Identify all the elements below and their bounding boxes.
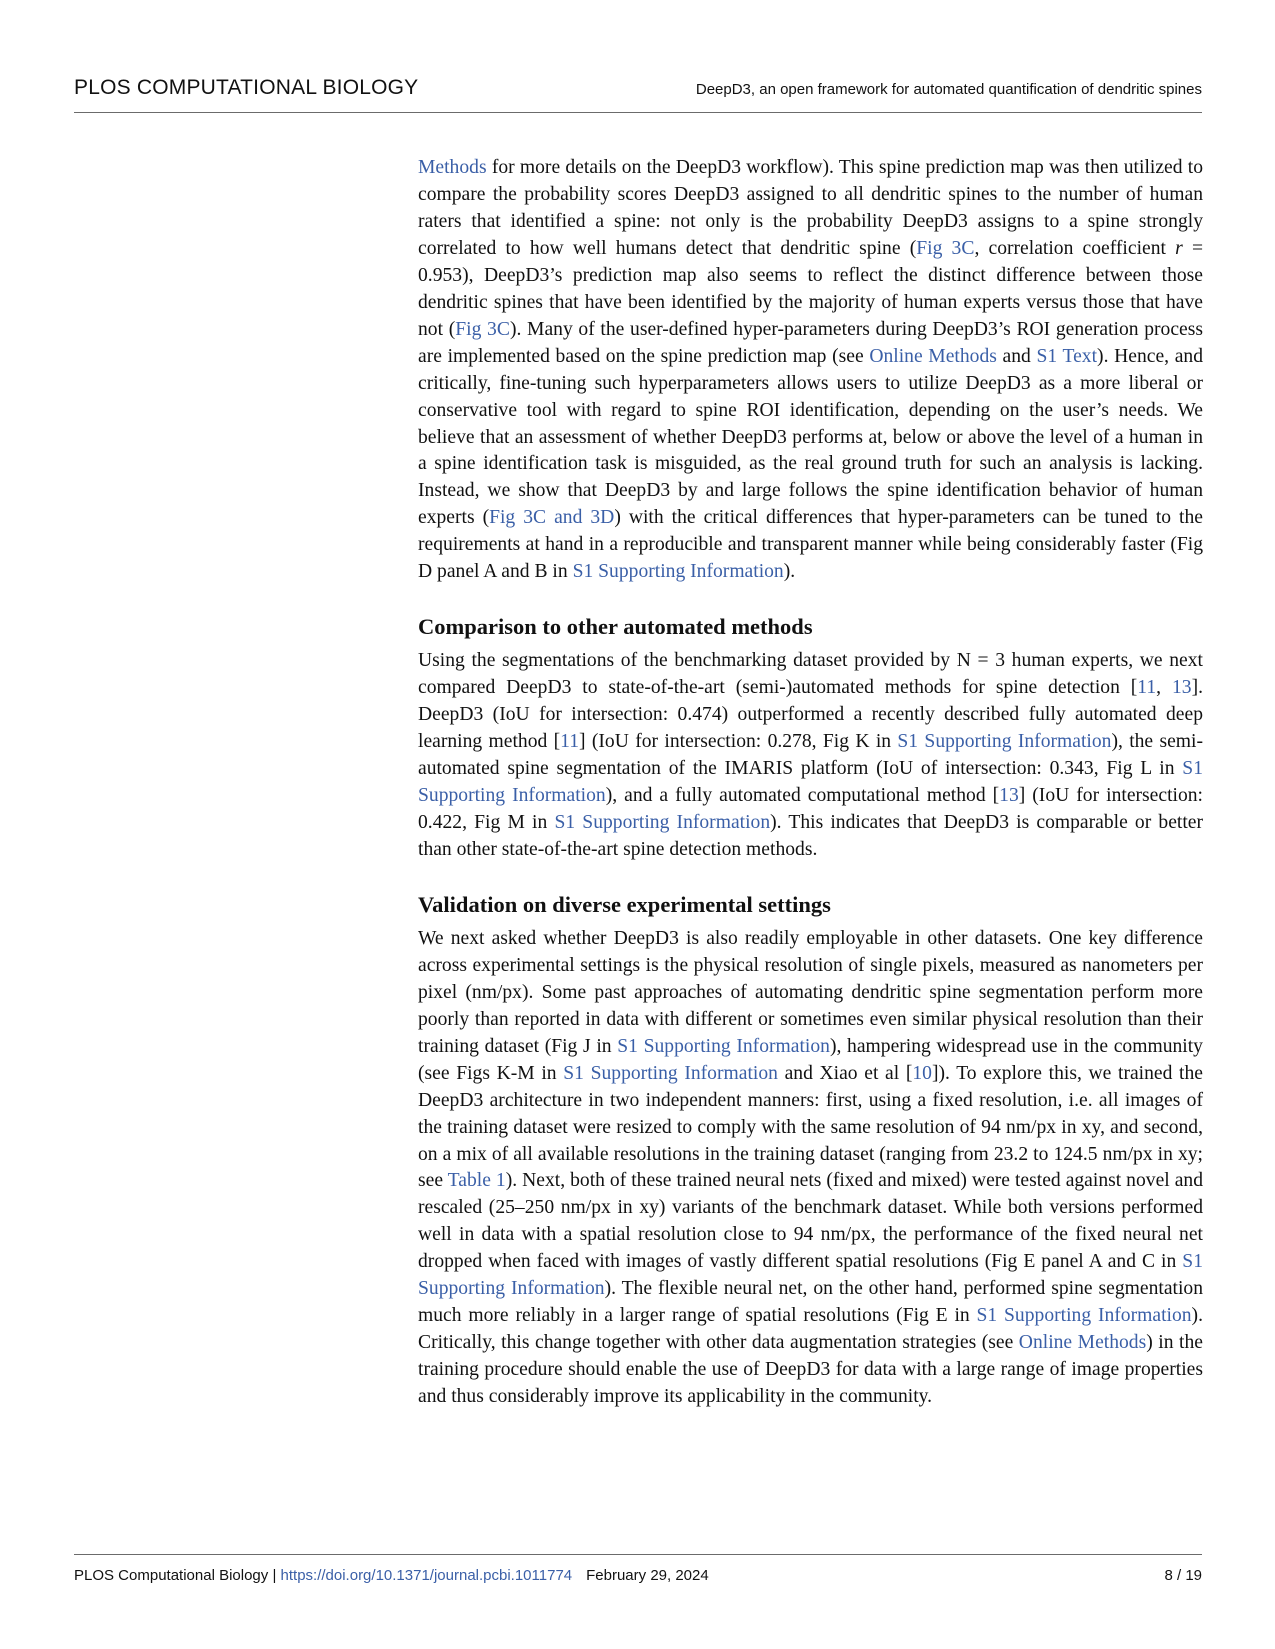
link-online-methods[interactable]: Online Methods xyxy=(869,345,997,367)
link-s1-supporting-information[interactable]: S1 Supporting Information xyxy=(418,758,1203,807)
link-s1-supporting-information[interactable]: S1 Supporting Information xyxy=(617,1035,830,1057)
link-s1-supporting-information[interactable]: S1 Supporting Information xyxy=(976,1305,1192,1327)
footer-citation xyxy=(74,1567,709,1584)
text: for more details on the DeepD3 workflow). This spine prediction map was then utilized to compare the probability scores DeepD3 assigned to all dendritic spines to the number of human raters that identified a spine: not only is the probability DeepD3 assigns to a spine strongly correlated to how well humans detect that dendritic spine ( xyxy=(418,157,1203,259)
footer-journal: PLOS Computational Biology | xyxy=(74,1567,281,1584)
link-s1-supporting-information[interactable]: S1 Supporting Information xyxy=(563,1062,778,1084)
citation-link[interactable]: 11 xyxy=(1137,677,1157,699)
link-s1-supporting-information[interactable]: S1 Supporting Information xyxy=(418,1251,1203,1300)
text: , correlation coefficient xyxy=(974,237,1176,259)
running-title: DeepD3, an open framework for automated quantification of dendritic spines xyxy=(695,81,1202,98)
link-s1-text[interactable]: S1 Text xyxy=(1036,345,1098,367)
text: ) with the critical differences that hyper-parameters can be tuned to the requirements at hand in a reproducible and transparent manner while being considerably faster (Fig D panel A and B in xyxy=(418,507,1203,583)
text: ). The flexible neural net, on the other hand, performed spine segmentation much more reliably in a larger range of spatial resolutions (Fig E in xyxy=(418,1278,1203,1327)
link-methods[interactable]: Methods xyxy=(418,157,487,178)
link-online-methods[interactable]: Online Methods xyxy=(1018,1332,1147,1354)
citation-link[interactable]: 13 xyxy=(999,785,1019,807)
journal-name: PLOS COMPUTATIONAL BIOLOGY xyxy=(74,76,419,99)
text: ] (IoU for intersection: 0.278, Fig K in xyxy=(579,731,898,753)
text: Using the segmentations of the benchmarking dataset provided by N = 3 human experts, we next compared DeepD3 to state-of-the-art (semi-)automated methods for spine detection [ xyxy=(418,650,1203,699)
variable-r: r xyxy=(1175,237,1183,259)
link-table-1[interactable]: Table 1 xyxy=(447,1170,506,1192)
article-body xyxy=(418,155,1203,1411)
text: ) in the training procedure should enable the use of DeepD3 for data with a large range of image properties and thus considerably improve its applicability in the community. xyxy=(418,1332,1203,1408)
link-fig-3c[interactable]: Fig 3C xyxy=(455,318,510,340)
citation-link[interactable]: 10 xyxy=(912,1062,932,1084)
text: , xyxy=(1156,677,1172,699)
paragraph-validation xyxy=(418,926,1203,1411)
text: ] (IoU for intersection: 0.422, Fig M in xyxy=(418,785,1203,833)
text: ). Hence, and critically, fine-tuning such hyperparameters allows users to utilize DeepD3 as a more liberal or conservative tool with regard to spine ROI identification, depending on the user’s needs. We believe that an assessment of whether DeepD3 performs at, below or above the level of a human in a spine identification task is misguided, as the real ground truth for such an analysis is lacking. Instead, we show that DeepD3 by and large follows the spine identification behavior of human experts ( xyxy=(418,345,1204,529)
publication-date: February 29, 2024 xyxy=(586,1567,709,1584)
text: and Xiao et al [ xyxy=(777,1062,913,1084)
text: ). This indicates that DeepD3 is comparable or better than other state-of-the-art spine detection methods. xyxy=(418,811,1204,860)
text: and xyxy=(996,345,1037,367)
text: ). Many of the user-defined hyper-parameters during DeepD3’s ROI generation process are implemented based on the spine prediction map (see xyxy=(418,318,1204,367)
link-fig-3c[interactable]: Fig 3C xyxy=(916,237,975,259)
text: We next asked whether DeepD3 is also readily employable in other datasets. One key difference across experimental settings is the physical resolution of single pixels, measured as nanometers per pixel (nm/px). Some past approaches of automating dendritic spine segmentation perform more poorly than reported in data with different or sometimes even similar physical resolution than their training dataset (Fig J in xyxy=(418,927,1203,1057)
paragraph-prediction-map xyxy=(418,155,1203,586)
doi-link[interactable]: https://doi.org/10.1371/journal.pcbi.1011774 xyxy=(280,1567,573,1584)
text: ), the semi-automated spine segmentation of the IMARIS platform (IoU of intersection: 0.343, Fig L in xyxy=(418,731,1203,780)
text: ]). To explore this, we trained the DeepD3 architecture in two independent manners: first, using a fixed resolution, i.e. all images of the training dataset were resized to comply with the same resolution of 94 nm/px in xy, and second, on a mix of all available resolutions in the training dataset (ranging from 23.2 to 124.5 nm/px in xy; see xyxy=(418,1062,1203,1192)
page-footer xyxy=(74,1554,1202,1584)
paragraph-comparison xyxy=(418,648,1203,864)
text: ), hampering widespread use in the community (see Figs K-M in xyxy=(418,1035,1203,1084)
link-s1-supporting-information[interactable]: S1 Supporting Information xyxy=(897,731,1112,753)
text: ). Critically, this change together with other data augmentation strategies (see xyxy=(418,1305,1203,1354)
text: ]. DeepD3 (IoU for intersection: 0.474) outperformed a recently described fully automated deep learning method [ xyxy=(418,677,1203,753)
citation-link[interactable]: 13 xyxy=(1171,677,1192,699)
text: ). Next, both of these trained neural nets (fixed and mixed) were tested against novel and rescaled (25–250 nm/px in xy) variants of the benchmark dataset. While both versions performed well in data with a spatial resolution close to 94 nm/px, the performance of the fixed neural net dropped when faced with images of vastly different spatial resolutions (Fig E panel A and C in xyxy=(418,1170,1203,1273)
citation-link[interactable]: 11 xyxy=(560,731,580,753)
section-heading-validation: Validation on diverse experimental settings xyxy=(418,891,831,917)
section-heading-comparison: Comparison to other automated methods xyxy=(418,614,813,640)
link-s1-supporting-information[interactable]: S1 Supporting Information xyxy=(554,811,771,833)
text: = 0.953), DeepD3’s prediction map also seems to reflect the distinct difference between those dendritic spines that have been identified by the majority of human experts versus those that have not ( xyxy=(418,237,1204,340)
text: ), and a fully automated computational method [ xyxy=(605,785,1000,807)
text: ). xyxy=(783,561,796,583)
page-header xyxy=(74,72,1202,113)
link-fig-3c-3d[interactable]: Fig 3C and 3D xyxy=(489,507,615,529)
link-s1-supporting-information[interactable]: S1 Supporting Information xyxy=(572,561,784,583)
page-number: 8 / 19 xyxy=(1164,1567,1202,1584)
